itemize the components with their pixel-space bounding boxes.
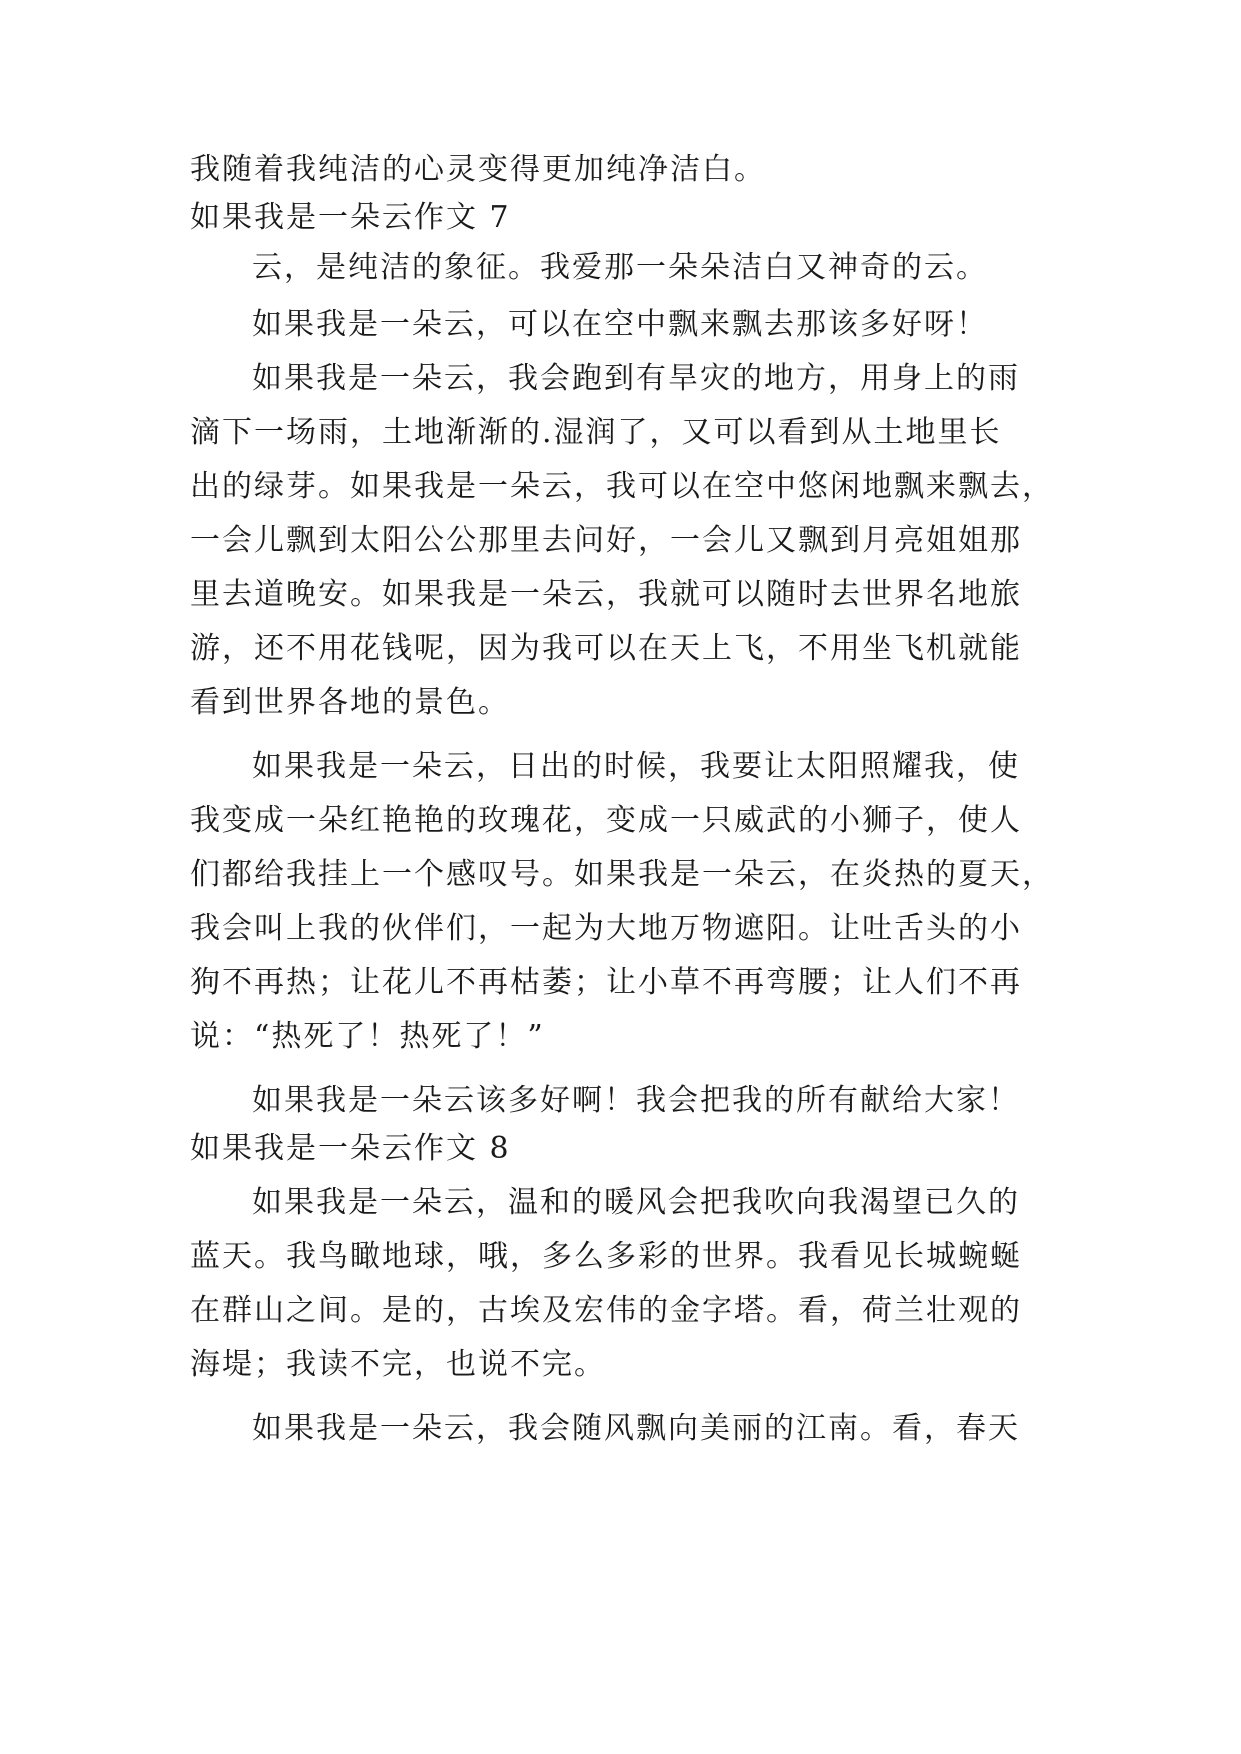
body-line: 我随着我纯洁的心灵变得更加纯净洁白。 bbox=[190, 152, 766, 187]
body-line: 看到世界各地的景色。 bbox=[190, 685, 510, 720]
body-line: 滴下一场雨，土地渐渐的.湿润了，又可以看到从土地里长 bbox=[190, 415, 1002, 450]
body-line: 我变成一朵红艳艳的玫瑰花，变成一只威武的小狮子，使人 bbox=[190, 803, 1022, 838]
body-line: 如果我是一朵云，温和的暖风会把我吹向我渴望已久的 bbox=[252, 1185, 1020, 1220]
body-line: 一会儿飘到太阳公公那里去问好，一会儿又飘到月亮姐姐那 bbox=[190, 523, 1022, 558]
body-line: 云，是纯洁的象征。我爱那一朵朵洁白又神奇的云。 bbox=[252, 250, 988, 285]
body-line: 如果我是一朵云，可以在空中飘来飘去那该多好呀！ bbox=[252, 307, 988, 342]
body-line: 狗不再热；让花儿不再枯萎；让小草不再弯腰；让人们不再 bbox=[190, 965, 1022, 1000]
section-heading: 如果我是一朵云作文 7 bbox=[190, 200, 511, 235]
body-line: 在群山之间。是的，古埃及宏伟的金字塔。看，荷兰壮观的 bbox=[190, 1293, 1022, 1328]
body-line: 如果我是一朵云，日出的时候，我要让太阳照耀我，使 bbox=[252, 749, 1020, 784]
body-line: 如果我是一朵云该多好啊！我会把我的所有献给大家！ bbox=[252, 1083, 1020, 1118]
body-line: 我会叫上我的伙伴们，一起为大地万物遮阳。让吐舌头的小 bbox=[190, 911, 1022, 946]
section-heading: 如果我是一朵云作文 8 bbox=[190, 1131, 511, 1166]
body-line: 如果我是一朵云，我会随风飘向美丽的江南。看，春天 bbox=[252, 1411, 1020, 1446]
body-line: 们都给我挂上一个感叹号。如果我是一朵云，在炎热的夏天， bbox=[190, 857, 1054, 892]
body-line: 游，还不用花钱呢，因为我可以在天上飞，不用坐飞机就能 bbox=[190, 631, 1022, 666]
body-line: 说：“热死了！热死了！” bbox=[190, 1019, 545, 1054]
body-line: 如果我是一朵云，我会跑到有旱灾的地方，用身上的雨 bbox=[252, 361, 1020, 396]
body-line: 里去道晚安。如果我是一朵云，我就可以随时去世界名地旅 bbox=[190, 577, 1022, 612]
body-line: 出的绿芽。如果我是一朵云，我可以在空中悠闲地飘来飘去， bbox=[190, 469, 1054, 504]
body-line: 蓝天。我鸟瞰地球，哦，多么多彩的世界。我看见长城蜿蜒 bbox=[190, 1239, 1022, 1274]
body-line: 海堤；我读不完，也说不完。 bbox=[190, 1347, 606, 1382]
